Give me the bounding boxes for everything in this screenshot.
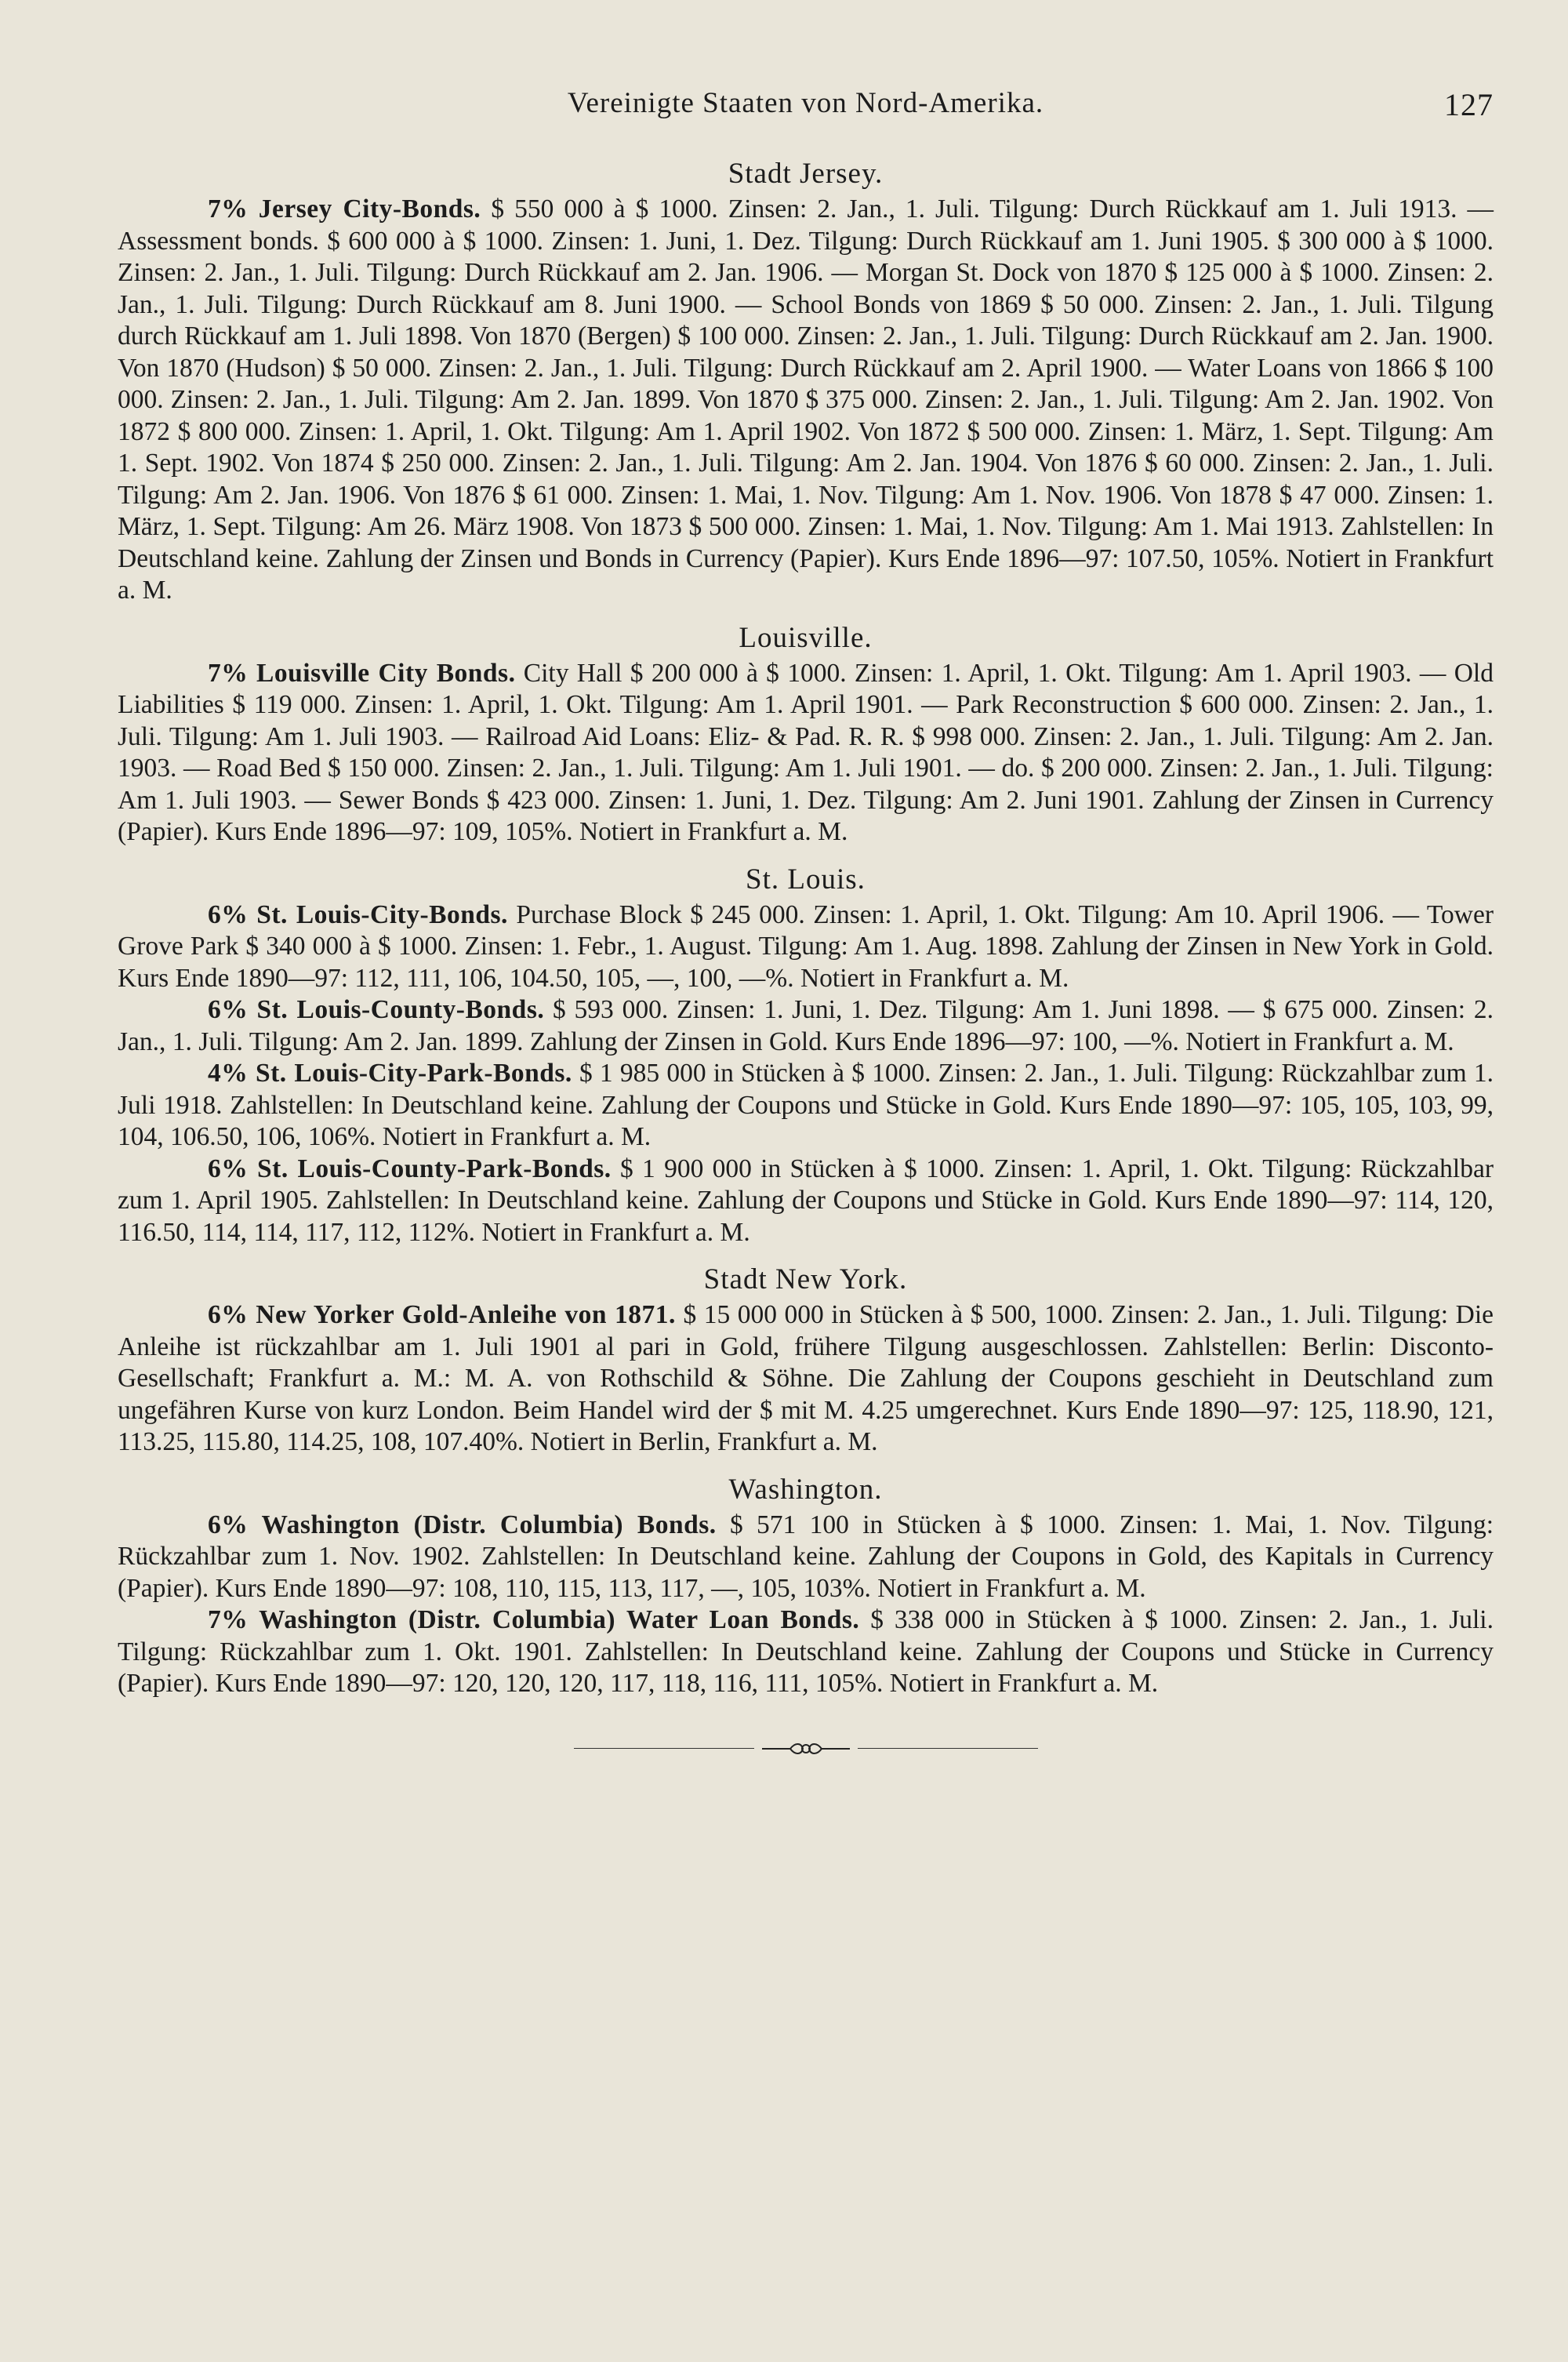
bond-text: $ 550 000 à $ 1000. Zinsen: 2. Jan., 1. Juli. Tilgung: Durch Rückkauf am 1. Juli 1913. — Assessment bonds. $ 600 000 à $ 1000. Zinsen: 1. Juni, 1. Dez. Tilgung: Durch Rückkauf am 1. Juni 1905. $ 300 000 à $ 1000. Zinsen: 2. Jan., 1. Juli. Tilgung: Durch Rückkauf am 2. Jan. 1906. — Morgan St. Dock von 1870 $ 125 000 à $ 1000. Zinsen: 2. Jan., 1. Juli. Tilgung: Durch Rückkauf am 8. Juni 1900. — School Bonds von 1869 $ 50 000. Zinsen: 2. Jan., 1. Juli. Tilgung durch Rückkauf am 1. Juli 1898. Von 1870 (Bergen) $ 100 000. Zinsen: 2. Jan., 1. Juli. Tilgung: Durch Rückkauf am 2. Jan. 1900. Von 1870 (Hudson) $ 50 000. Zinsen: 2. Jan., 1. Juli. Tilgung: Durch Rückkauf am 2. April 1900. — Water Loans von 1866 $ 100 000. Zinsen: 2. Jan., 1. Juli. Tilgung: Am 2. Jan. 1899. Von 1870 $ 375 000. Zinsen: 2. Jan., 1. Juli. Tilgung: Am 2. Jan. 1902. Von 1872 $ 800 000. Zinsen: 1. April, 1. Okt. Tilgung: Am 1. April 1902. Von 1872 $ 500 000. Zinsen: 1. März, 1. Sept. Tilgung: Am 1. Sept. 1902. Von 1874 $ 250 000. Zinsen: 2. Jan., 1. Juli. Tilgung: Am 2. Jan. 1904. Von 1876 $ 60 000. Zinsen: 2. Jan., 1. Juli. Tilgung: Am 2. Jan. 1906. Von 1876 $ 61 000. Zinsen: 1. Mai, 1. Nov. Tilgung: Am 1. Nov. 1906. Von 1878 $ 47 000. Zinsen: 1. März, 1. Sept. Tilgung: Am 26. März 1908. Von 1873 $ 500 000. Zinsen: 1. Mai, 1. Nov. Tilgung: Am 1. Mai 1913. Zahlstellen: In Deutschland keine. Zahlung der Zinsen und Bonds in Currency (Papier). Kurs Ende 1896—97: 107.50, 105%. Notiert in Frankfurt a. M. (118, 194, 1494, 605)
running-header (118, 86, 1494, 133)
bond-title: 4% St. Louis-City-Park-Bonds. (208, 1059, 572, 1088)
section-title-louisville: Louisville. (739, 621, 873, 654)
bond-title: 7% Jersey City-Bonds. (208, 194, 481, 223)
running-title: Vereinigte Staaten von Nord-Amerika. (567, 87, 1044, 119)
ornament-line-left (574, 1748, 754, 1749)
page-number: 127 (1444, 87, 1494, 122)
bond-text: $ 15 000 000 in Stücken à $ 500, 1000. Zinsen: 2. Jan., 1. Juli. Tilgung: Die Anleihe ist rückzahlbar am 1. Juli 1901 al pari in Gold, frühere Tilgung ausgeschlossen. Zahlstellen: Berlin: Disconto-Gesellschaft; Frankfurt a. M.: M. A. von Rothschild & Söhne. Die Zahlung der Coupons geschieht in Deutschland zum ungefähren Kurse von kurz London. Beim Handel wird der $ mit M. 4.25 umgerechnet. Kurs Ende 1890—97: 125, 118.90, 121, 113.25, 115.80, 114.25, 108, 107.40%. Notiert in Berlin, Frankfurt a. M. (118, 1300, 1494, 1456)
bond-entry-stlouis-city-park (118, 1058, 1494, 1154)
closing-ornament (118, 1739, 1494, 1758)
bond-text: $ 593 000. Zinsen: 1. Juni, 1. Dez. Tilgung: Am 1. Juni 1898. — $ 675 000. Zinsen: 2. Jan., 1. Juli. Tilgung: Am 2. Jan. 1899. Zahlung der Zinsen in Gold. Kurs Ende 1896—97: 100, —%. Notiert in Frankfurt a. M. (118, 995, 1494, 1056)
bond-title: 6% St. Louis-County-Park-Bonds. (208, 1154, 612, 1183)
bond-entry-washington-water-loan (118, 1604, 1494, 1700)
bond-text: $ 338 000 in Stücken à $ 1000. Zinsen: 2. Jan., 1. Juli. Tilgung: Rückzahlbar zum 1. Okt. 1901. Zahlstellen: In Deutschland keine. Zahlung der Coupons und Stücke in Currency (Papier). Kurs Ende 1890—97: 120, 120, 120, 117, 118, 116, 111, 105%. Notiert in Frankfurt a. M. (118, 1605, 1494, 1698)
section-title-newyork: Stadt New York. (703, 1263, 908, 1295)
section-title-stlouis: St. Louis. (746, 863, 866, 896)
section-title-washington: Washington. (728, 1473, 883, 1506)
bond-entry-stlouis-city (118, 899, 1494, 995)
fleuron-ornament-icon (759, 1739, 853, 1758)
bond-entry-stlouis-county (118, 994, 1494, 1058)
bond-title: 6% New Yorker Gold-Anleihe von 1871. (208, 1300, 676, 1329)
bond-text: Purchase Block $ 245 000. Zinsen: 1. April, 1. Okt. Tilgung: Am 10. April 1906. — Tower Grove Park $ 340 000 à $ 1000. Zinsen: 1. Febr., 1. August. Tilgung: Am 1. Aug. 1898. Zahlung der Zinsen in New York in Gold. Kurs Ende 1890—97: 112, 111, 106, 104.50, 105, —, 100, —%. Notiert in Frankfurt a. M. (118, 899, 1494, 993)
bond-entry-louisville-city (118, 658, 1494, 849)
bond-entry-washington-bonds (118, 1510, 1494, 1605)
bond-title: 7% Louisville City Bonds. (208, 658, 516, 688)
bond-text: $ 571 100 in Stücken à $ 1000. Zinsen: 1. Mai, 1. Nov. Tilgung: Rückzahlbar zum 1. Nov. 1902. Zahlstellen: In Deutschland keine. Zahlung der Coupons in Gold, des Kapitals in Currency (Papier). Kurs Ende 1890—97: 108, 110, 115, 113, 117, —, 105, 103%. Notiert in Frankfurt a. M. (118, 1510, 1494, 1603)
bond-entry-stlouis-county-park (118, 1154, 1494, 1249)
bond-title: 6% St. Louis-City-Bonds. (208, 899, 508, 929)
bond-entry-jersey-city (118, 194, 1494, 607)
ornament-line-right (858, 1748, 1038, 1749)
bond-text: $ 1 985 000 in Stücken à $ 1000. Zinsen: 2. Jan., 1. Juli. Tilgung: Rückzahlbar zum 1. Juli 1918. Zahlstellen: In Deutschland keine. Zahlung der Coupons und Stücke in Gold. Kurs Ende 1890—97: 105, 105, 103, 99, 104, 106.50, 106, 106%. Notiert in Frankfurt a. M. (118, 1059, 1494, 1151)
bond-title: 6% Washington (Distr. Columbia) Bonds. (208, 1510, 717, 1539)
bond-text: City Hall $ 200 000 à $ 1000. Zinsen: 1. April, 1. Okt. Tilgung: Am 1. April 1903. — Old Liabilities $ 119 000. Zinsen: 1. April, 1. Okt. Tilgung: Am 1. April 1901. — Park Reconstruction $ 600 000. Zinsen: 2. Jan., 1. Juli. Tilgung: Am 1. Juli 1903. — Railroad Aid Loans: Eliz- & Pad. R. R. $ 998 000. Zinsen: 2. Jan., 1. Juli. Tilgung: Am 2. Jan. 1903. — Road Bed $ 150 000. Zinsen: 2. Jan., 1. Juli. Tilgung: Am 1. Juli 1901. — do. $ 200 000. Zinsen: 2. Jan., 1. Juli. Tilgung: Am 1. Juli 1903. — Sewer Bonds $ 423 000. Zinsen: 1. Juni, 1. Dez. Tilgung: Am 2. Juni 1901. Zahlung der Zinsen in Currency (Papier). Kurs Ende 1896—97: 109, 105%. Notiert in Frankfurt a. M. (118, 658, 1494, 846)
bond-entry-newyork-gold (118, 1299, 1494, 1459)
section-title-jersey: Stadt Jersey. (728, 158, 884, 190)
bond-title: 7% Washington (Distr. Columbia) Water Loan Bonds. (208, 1605, 860, 1634)
bond-text: $ 1 900 000 in Stücken à $ 1000. Zinsen: 1. April, 1. Okt. Tilgung: Rückzahlbar zum 1. April 1905. Zahlstellen: In Deutschland keine. Zahlung der Coupons und Stücke in Gold. Kurs Ende 1890—97: 114, 120, 116.50, 114, 114, 117, 112, 112%. Notiert in Frankfurt a. M. (118, 1154, 1494, 1247)
bond-title: 6% St. Louis-County-Bonds. (208, 995, 545, 1024)
